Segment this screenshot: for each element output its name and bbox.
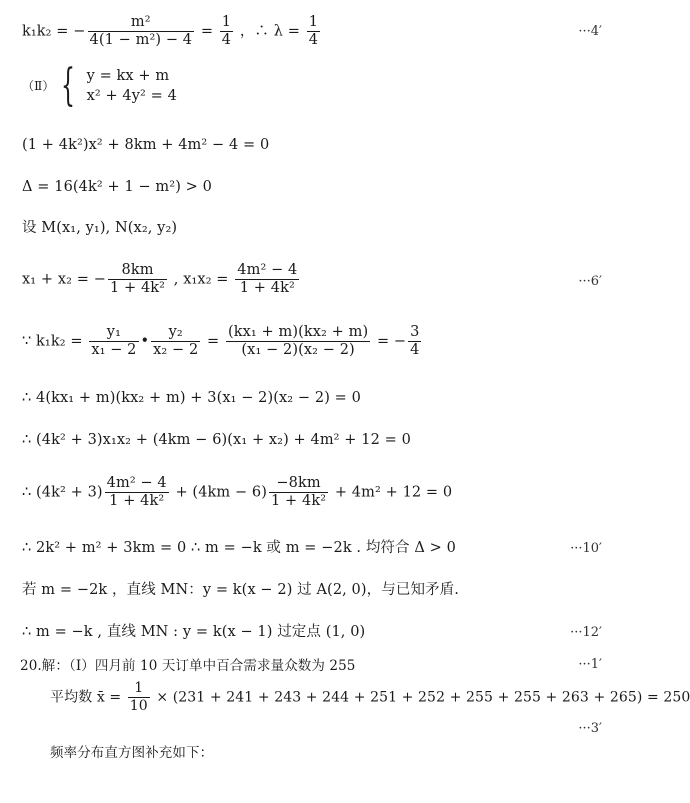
fraction: $\frac{1}{4}$ bbox=[308, 14, 319, 48]
line-problem-20: 20.解：（I）四月前 10 天订单中百合需求量众数为 255 bbox=[20, 658, 356, 674]
fraction: $\frac{-8km}{\text{1 + 4k²}}$ bbox=[271, 475, 327, 509]
fraction: $\frac{\text{4m² − 4}}{\text{1 + 4k²}}$ bbox=[237, 262, 298, 296]
fraction: $\frac{\text{y₂}}{\text{x₂ − 2}}$ bbox=[153, 324, 199, 358]
fraction: $\frac{3}{4}$ bbox=[410, 324, 420, 358]
line-quadratic: (1 + 4k²)x² + 8km + 4m² − 4 = 0 bbox=[22, 137, 270, 153]
line-fixed-point: ∴ m = −k , 直线 MN : y = k(x − 1) 过定点 (1, 0) bbox=[22, 624, 366, 640]
fraction: $\frac{1}{10}$ bbox=[129, 680, 148, 714]
line-solutions: ∴ 2k² + m² + 3km = 0 ∴ m = −k 或 m = −2k . 均符合 Δ > 0 bbox=[22, 540, 456, 556]
score-mark: ···12′ bbox=[570, 625, 602, 640]
line-histogram-note: 频率分布直方图补充如下： bbox=[50, 745, 214, 761]
score-mark: ···1′ bbox=[578, 657, 602, 672]
score-mark: ···4′ bbox=[578, 24, 602, 39]
line-system-of-equations: （Ⅱ） { y = kx + m x² + 4y² = 4 bbox=[22, 60, 177, 111]
fraction: $\frac{\text{4m² − 4}}{\text{1 + 4k²}}$ bbox=[106, 475, 167, 509]
line-set-points: 设 M(x₁, y₁), N(x₂, y₂) bbox=[22, 220, 178, 236]
score-mark: ···3′ bbox=[578, 721, 602, 736]
line-substitute: ∴ (4k² + 3) $\frac{\text{4m² − 4}}{\text{1 + 4k²}}$ + (4km − 6) $\frac{-8km}{\text{1 + 4k²}}$ + 4m² + 12 = 0 bbox=[22, 475, 453, 509]
fraction: $\frac{\text{m²}}{\text{4(1 − m²) − 4}}$ bbox=[89, 14, 193, 48]
line-k1k2-lambda: k₁k₂ = − $\frac{\text{m²}}{\text{4(1 − m²) − 4}}$ = $\frac{1}{4}$ ，∴ λ = $\frac{1}{4}$ bbox=[22, 14, 319, 48]
score-mark: ···10′ bbox=[570, 541, 602, 556]
fraction: $\frac{\text{(kx₁ + m)(kx₂ + m)}}{\text{(x₁ − 2)(x₂ − 2)}}$ bbox=[228, 324, 369, 358]
line-slope-product: ∵ k₁k₂ = $\frac{\text{y₁}}{\text{x₁ − 2}}$ • $\frac{\text{y₂}}{\text{x₂ − 2}}$ = $\frac{\text{(kx₁ + m)(kx₂ + m)}}{\text{(x₁ − 2)(x₂ − 2)}}$ = − $\frac{3}{4}$ bbox=[22, 324, 420, 358]
line-vieta: x₁ + x₂ = − $\frac{8km}{\text{1 + 4k²}}$ , x₁x₂ = $\frac{\text{4m² − 4}}{\text{1 + 4k²}}$ bbox=[22, 262, 298, 296]
line-reject-case: 若 m = −2k ，直线 MN：y = k(x − 2) 过 A(2, 0)，与已知矛盾. bbox=[22, 582, 459, 598]
brace: { bbox=[61, 60, 76, 111]
fraction: $\frac{\text{y₁}}{\text{x₁ − 2}}$ bbox=[91, 324, 137, 358]
line-expand-1: ∴ 4(kx₁ + m)(kx₂ + m) + 3(x₁ − 2)(x₂ − 2) = 0 bbox=[22, 390, 361, 406]
score-mark: ···6′ bbox=[578, 274, 602, 289]
line-mean: 平均数 x̄ = $\frac{1}{10}$ × (231 + 241 + 243 + 244 + 251 + 252 + 255 + 255 + 263 + 265) = 250 bbox=[50, 680, 690, 714]
line-expand-2: ∴ (4k² + 3)x₁x₂ + (4km − 6)(x₁ + x₂) + 4m² + 12 = 0 bbox=[22, 432, 411, 448]
fraction: $\frac{8km}{\text{1 + 4k²}}$ bbox=[109, 262, 166, 296]
line-discriminant: Δ = 16(4k² + 1 − m²) > 0 bbox=[22, 179, 212, 195]
fraction: $\frac{1}{4}$ bbox=[221, 14, 232, 48]
equation-system: y = kx + m x² + 4y² = 4 bbox=[86, 68, 177, 104]
